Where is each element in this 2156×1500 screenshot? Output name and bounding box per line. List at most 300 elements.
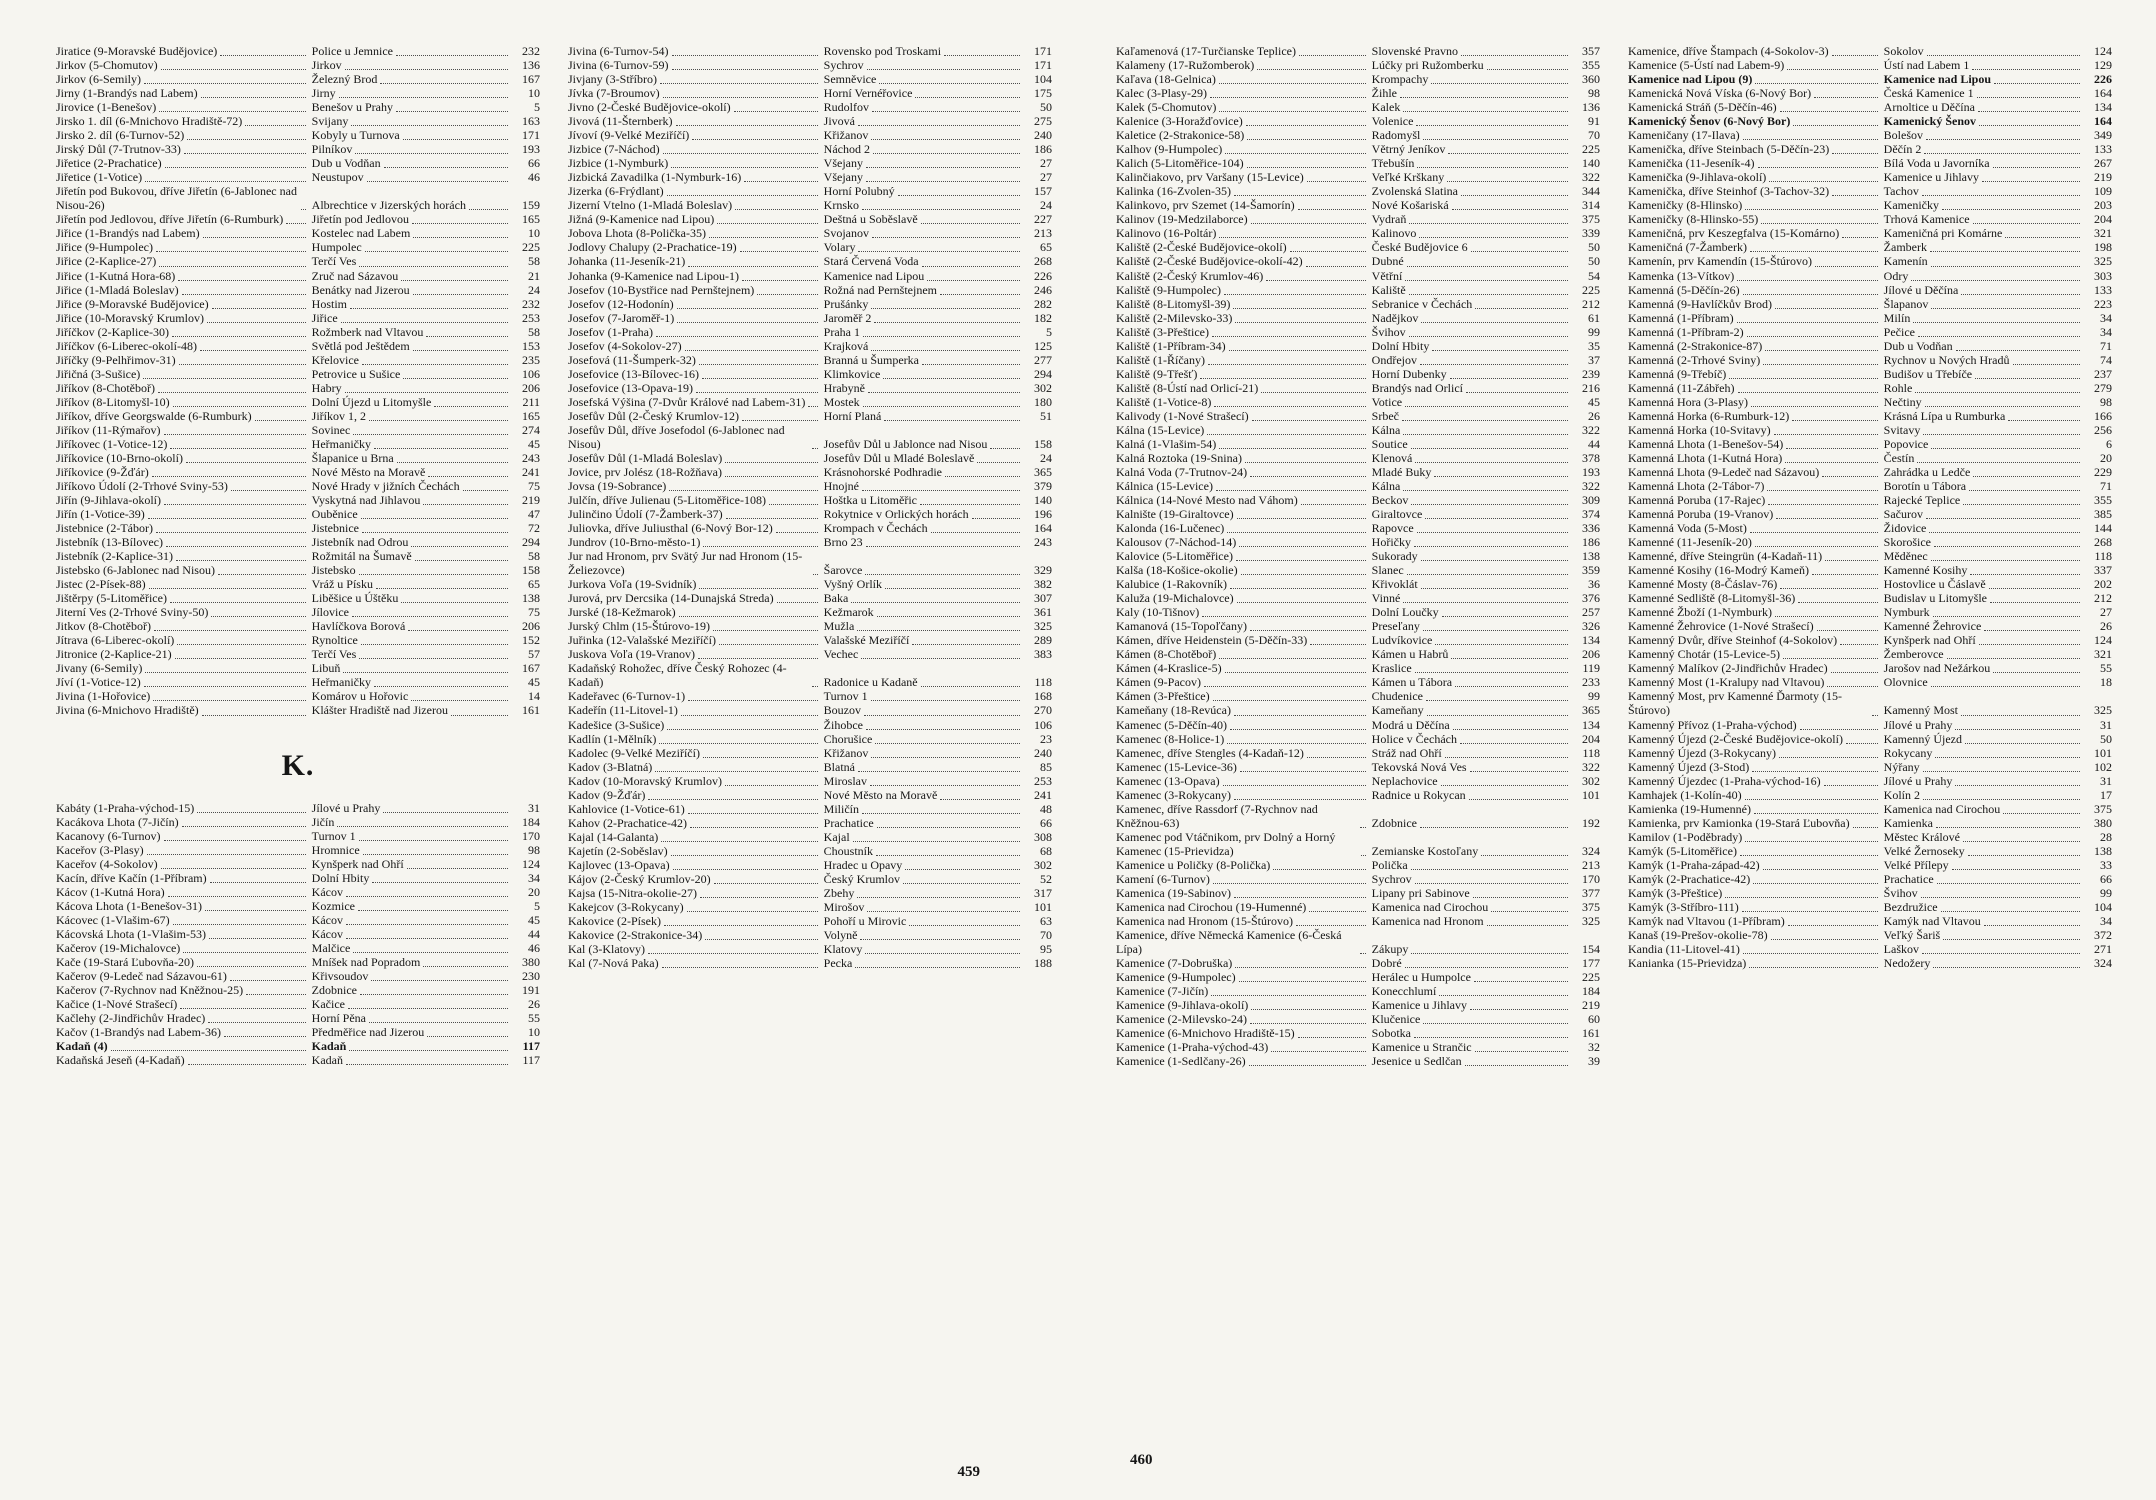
entry-page: 138 [522,591,540,606]
index-row [1116,142,1600,156]
entry-page: 324 [2094,956,2112,971]
entry-name: Jizbická Zavadilka (1-Nymburk-16) [568,170,742,185]
entry-name-cell [1116,353,1368,367]
entry-name-cell [1628,718,1880,732]
dot-leader [1469,799,1568,800]
entry-name: Kamenná (5-Děčín-26) [1628,282,1740,297]
index-row [568,44,1052,58]
dot-leader [208,1022,305,1023]
entry-target: Kámen u Habrů [1371,647,1449,662]
entry-target: Rychnov u Nových Hradů [1883,352,2010,367]
index-row [56,156,540,170]
dot-leader [1737,322,1878,323]
entry-target-cell [820,184,1022,198]
entry-name-cell [56,927,308,941]
entry-target: Polička [1371,857,1408,872]
entry-name-cell [56,577,308,591]
entry-target: Dolní Hbity [1371,338,1430,353]
dot-leader [1461,55,1568,56]
dot-leader [1233,308,1365,309]
entry-page: 349 [2094,128,2112,143]
index-row [1116,297,1600,311]
dot-leader [371,980,508,981]
entry-page: 302 [1582,773,1600,788]
dot-leader [154,630,306,631]
dot-leader [1815,266,1878,267]
dot-leader [861,658,1020,659]
index-row [56,128,540,142]
entry-name: Jiříkovo Údolí (2-Trhové Sviny-53) [56,478,228,493]
dot-leader [1470,1009,1568,1010]
entry-page: 60 [1588,1012,1600,1027]
entry-target-cell [820,521,1022,535]
entry-target-cell [1368,549,1570,563]
entry-name: Kamenný Malíkov (2-Jindřichův Hradec) [1628,661,1828,676]
entry-target: Josefův Důl u Jablonce nad Nisou [823,436,988,451]
entry-name-cell [56,283,308,297]
dot-leader [1213,883,1366,884]
dot-leader [1763,364,1877,365]
index-row [568,746,1052,760]
entry-target-cell [1880,816,2082,830]
index-row [56,1011,540,1025]
entry-target-cell [1880,283,2082,297]
dot-leader [1923,434,2080,435]
dot-leader [1307,757,1366,758]
entry-target: Pohoří u Mirovic [823,913,907,928]
entry-name: Jizbice (1-Nymburk) [568,156,669,171]
entry-name-cell [56,675,308,689]
entry-target-cell [308,1011,510,1025]
dot-leader [1930,251,2080,252]
entry-page: 166 [2094,408,2112,423]
entry-name-cell [1628,675,1880,689]
dot-leader [415,560,508,561]
dot-leader [1481,855,1568,856]
dot-leader [862,209,1020,210]
dot-leader [1984,630,2080,631]
entry-page: 193 [522,142,540,157]
entry-name-cell [568,114,820,128]
entry-target: Horní Planá [823,408,882,423]
dot-leader [1200,378,1365,379]
entry-target-cell [308,142,510,156]
entry-target-cell [820,170,1022,184]
entry-name-cell [1628,311,1880,325]
entry-name: Jiřice (1-Kutná Hora-68) [56,268,176,283]
dot-leader [1745,209,1877,210]
index-row [1116,311,1600,325]
entry-target: Sokolov [1883,44,1924,58]
entry-target: Vechec [823,647,859,662]
entry-name: Kacín, dříve Kačín (1-Příbram) [56,870,207,885]
entry-name: Kamenec, dříve Rassdorf (7-Rychnov nad Kněžnou-63) [1116,801,1318,830]
entry-page: 303 [2094,268,2112,283]
entry-target: Kamenný Most [1883,703,1958,718]
dot-leader [1754,813,1878,814]
entry-name-cell [1116,465,1368,479]
entry-target-cell [1880,942,2082,956]
entry-name: Kamenná (9-Třebíč) [1628,366,1727,381]
entry-target: Kamenné Žehrovice [1883,619,1982,634]
dot-leader [1786,448,1877,449]
entry-page: 282 [1034,296,1052,311]
entry-name-cell [56,325,308,339]
entry-name-cell [1628,661,1880,675]
entry-target: Kačice [311,997,345,1012]
entry-name-cell [568,325,820,339]
entry-target: Sychrov [1371,871,1412,886]
entry-name: Kamenné, dříve Steingrün (4-Kadaň-11) [1628,549,1823,564]
entry-name-cell [568,423,820,451]
entry-target: Kamenín [1883,254,1928,269]
entry-target: Komárov u Hořovic [311,689,409,704]
entry-target: Mníšek nad Popradom [311,954,421,969]
entry-target: Brno 23 [823,535,863,550]
entry-name-cell [1116,802,1368,830]
entry-name: Jitronice (2-Kaplice-21) [56,647,172,662]
entry-name-cell [56,507,308,521]
entry-target-cell [1368,493,1570,507]
entry-target-cell [308,325,510,339]
entry-name-cell [1116,72,1368,86]
entry-name-cell [1116,661,1368,675]
dot-leader [183,952,305,953]
dot-leader [1745,841,1877,842]
entry-name: Kalinovo (16-Poltár) [1116,226,1217,241]
entry-page: 227 [1034,212,1052,227]
entry-target: Preseľany [1371,619,1420,634]
dot-leader [705,939,817,940]
entry-name: Kadov (9-Žďár) [568,787,646,802]
entry-name: Kačerov (19-Michalovce) [56,940,181,955]
entry-page: 133 [2094,282,2112,297]
entry-target-cell [1880,269,2082,283]
entry-target: Miličín [823,801,860,816]
entry-name-cell [1628,58,1880,72]
index-row [1116,1040,1600,1054]
dot-leader [867,911,1020,912]
entry-name-cell [568,311,820,325]
entry-name-cell [1628,591,1880,605]
entry-target: Kamenica nad Hronom [1371,913,1484,928]
entry-name: Kaliště (9-Třešť) [1116,366,1198,381]
entry-page: 71 [2100,338,2112,353]
dot-leader [874,322,1020,323]
entry-name: Kačice (1-Nové Strašecí) [56,997,178,1012]
entry-target: Měděnec [1883,549,1928,564]
entry-name-cell [1628,114,1880,128]
entry-name: Kamenný Dvůr, dříve Steinhof (4-Sokolov) [1628,633,1838,648]
entry-name: Kamenná Poruba (19-Vranov) [1628,507,1774,522]
entry-name-cell [56,423,308,437]
dot-leader [872,111,1020,112]
dot-leader [1237,602,1366,603]
entry-target-cell [1880,535,2082,549]
entry-page: 294 [522,535,540,550]
entry-target: Zemianske Kostoľany [1371,843,1479,858]
index-row [1628,830,2112,844]
entry-name: Jobova Lhota (8-Polička-35) [568,226,706,241]
entry-page: 95 [1040,942,1052,956]
entry-target: Hromnice [311,842,360,857]
entry-target-cell [1368,297,1570,311]
entry-name-cell [1628,479,1880,493]
entry-page: 10 [528,86,540,101]
entry-target-cell [308,353,510,367]
entry-page: 375 [1582,212,1600,227]
entry-name: Kakovice (2-Písek) [568,913,661,928]
entry-target: Rudolfov [823,100,870,115]
index-row [1116,409,1600,423]
entry-target-cell [1368,703,1570,717]
entry-page: 203 [2094,198,2112,213]
dot-leader [1935,757,2080,758]
entry-target: Blatná [823,759,855,774]
entry-name-cell [1116,395,1368,409]
index-row [1116,619,1600,633]
index-row [1116,563,1600,577]
index-row [56,423,540,437]
dot-leader [374,686,508,687]
dot-leader [1825,560,1878,561]
entry-name: Josefův Důl (2-Český Krumlov-12) [568,408,739,423]
entry-page: 184 [522,814,540,829]
entry-name-cell [56,240,308,254]
dot-leader [161,69,306,70]
entry-name: Kamenice (9-Jihlava-okolí) [1116,998,1249,1013]
dot-leader [871,700,1020,701]
entry-name: Kajal (14-Galanta) [568,829,659,844]
index-row [56,605,540,619]
entry-name-cell [56,969,308,983]
index-row [56,226,540,240]
entry-page: 61 [1588,310,1600,325]
index-row [1116,507,1600,521]
entry-name: Kalná Roztoka (19-Snina) [1116,450,1242,465]
entry-name-cell [56,941,308,955]
entry-name: Jodlovy Chalupy (2-Prachatice-19) [568,240,737,255]
entry-name-cell [1116,212,1368,226]
dot-leader [1926,518,2080,519]
dot-leader [205,910,306,911]
dot-leader [858,125,1020,126]
entry-name-cell [1116,114,1368,128]
entry-target-cell [820,254,1022,268]
entry-name: Kamenné (11-Jeseník-20) [1628,535,1752,550]
dot-leader [197,966,306,967]
entry-target-cell [1368,1054,1570,1068]
dot-leader [348,1008,508,1009]
dot-leader [685,350,818,351]
entry-target: Pečice [1883,324,1915,339]
dot-leader [1213,700,1366,701]
dot-leader [940,294,1020,295]
index-row [1628,142,2112,156]
dot-leader [863,336,1020,337]
entry-target: Lipany pri Sabinove [1371,885,1470,900]
dot-leader [742,280,818,281]
entry-target: Nové Město na Moravě [311,464,426,479]
entry-page: 213 [1034,226,1052,241]
entry-page: 27 [2100,605,2112,620]
entry-name-cell [568,760,820,774]
entry-page: 235 [522,352,540,367]
entry-target: Židovice [1883,521,1927,536]
index-row [1628,100,2112,114]
entry-name: Kaľava (18-Gelnica) [1116,72,1216,87]
index-row [568,226,1052,240]
entry-name: Kámen (8-Chotěboř) [1116,647,1217,662]
entry-name-cell [1116,269,1368,283]
dot-leader [1425,518,1568,519]
entry-page: 45 [528,675,540,690]
entry-target-cell [1880,619,2082,633]
entry-name: Kalinka (16-Zvolen-35) [1116,184,1231,199]
dot-leader [1929,532,2080,533]
dot-leader [873,153,1020,154]
entry-name: Jiřice (9-Moravské Budějovice) [56,296,209,311]
entry-name: Jizbice (7-Náchod) [568,142,660,157]
entry-target: Vyskytná nad Jihlavou [311,493,421,507]
entry-target-cell [308,619,510,633]
entry-target-cell [1368,746,1570,760]
entry-name: Kamenec pod Vtáčnikom, prv Dolný a Horný Kamenec (15-Prievidza) [1116,829,1336,858]
dot-leader [1751,406,1878,407]
entry-target: Třebušín [1371,156,1415,171]
entry-target: Brandýs nad Orlicí [1371,380,1463,395]
dot-leader [879,83,1020,84]
entry-page: 26 [528,997,540,1012]
dot-leader [990,448,1020,449]
dot-leader [1725,897,1877,898]
dot-leader [867,69,1020,70]
entry-name-cell [1628,535,1880,549]
dot-leader [1774,434,1878,435]
dot-leader [1451,658,1568,659]
index-row [1628,928,2112,942]
dot-leader [769,504,818,505]
entry-target-cell [1880,367,2082,381]
entry-name-cell [568,44,820,58]
dot-leader [159,111,305,112]
dot-leader [350,308,508,309]
entry-name: Juřinka (12-Valašské Meziříčí) [568,633,716,648]
entry-name-cell [1116,325,1368,339]
index-row [1628,689,2112,717]
dot-leader [1840,644,1878,645]
entry-target-cell [1880,381,2082,395]
entry-target: Šlapanice u Brna [311,450,394,465]
entry-name-cell [56,871,308,885]
entry-name-cell [568,269,820,283]
dot-leader [286,223,305,224]
index-row [1116,226,1600,240]
dot-leader [687,911,818,912]
entry-page: 182 [1034,310,1052,325]
index-row [1628,577,2112,591]
entry-page: 243 [522,450,540,465]
entry-name: Kaliště (9-Humpolec) [1116,282,1221,297]
entry-page: 134 [2094,100,2112,115]
entry-name: Kamenná Horka (6-Rumburk-12) [1628,408,1790,423]
dot-leader [380,83,508,84]
dot-leader [156,251,306,252]
entry-target-cell [1368,970,1570,984]
entry-target: Habry [311,380,342,395]
index-row [1116,956,1600,970]
entry-target: Veľké Krškany [1371,170,1445,185]
entry-name: Kadolec (9-Velké Meziříčí) [568,745,700,760]
entry-name: Jizerka (6-Frýdlant) [568,184,664,199]
entry-target-cell [1368,633,1570,647]
entry-page: 230 [522,968,540,983]
index-row [1628,128,2112,142]
entry-target: Branná u Šumperka [823,352,919,367]
entry-page: 63 [1040,913,1052,928]
index-row [1116,353,1600,367]
entry-name: Kamenička (11-Jeseník-4) [1628,156,1755,171]
entry-name: Jiříčkov (6-Liberec-okolí-48) [56,338,197,353]
entry-name-cell [1628,100,1880,114]
entry-target-cell [1880,858,2082,872]
entry-target-cell [820,128,1022,142]
dot-leader [1216,490,1366,491]
entry-name: Kamenná Lhota (2-Tábor-7) [1628,478,1765,493]
entry-target: Kameničná pri Komárne [1883,226,2003,241]
dot-leader [713,630,818,631]
entry-name: Kálna (15-Levice) [1116,422,1205,437]
index-row [56,269,540,283]
dot-leader [203,237,306,238]
dot-leader [862,490,1020,491]
dot-leader [1421,588,1568,589]
entry-name: Kácova Lhota (1-Benešov-31) [56,898,202,913]
entry-target-cell [1368,283,1570,297]
dot-leader [1415,462,1568,463]
dot-leader [1273,869,1365,870]
entry-name: Josefov (7-Jaroměř-1) [568,310,675,325]
dot-leader [1831,672,1878,673]
entry-name: Kacanovy (6-Turnov) [56,828,161,843]
entry-target: Velké Žernoseky [1883,843,1965,858]
entry-name: Kamenička, dříve Steinbach (5-Děčín-23) [1628,142,1830,157]
entry-target-cell [308,857,510,871]
entry-target-cell [1368,760,1570,774]
index-row [568,886,1052,900]
entry-target: Rohle [1883,380,1913,395]
dot-leader [358,910,508,911]
entry-name-cell [568,86,820,100]
entry-name: Jiříkov, dříve Georgswalde (6-Rumburk) [56,408,252,423]
entry-target-cell [1368,535,1570,549]
entry-page: 24 [1040,450,1052,465]
entry-target-cell [1880,605,2082,619]
entry-target-cell [1368,198,1570,212]
entry-page: 129 [2094,58,2112,73]
dot-leader [858,251,1020,252]
entry-target: Kálna [1371,422,1401,437]
dot-leader [1915,392,2080,393]
entry-page: 307 [1034,591,1052,606]
entry-target: Hoštka u Litoměřic [823,493,917,507]
entry-name-cell [1116,507,1368,521]
entry-target: Křižanov [823,745,869,760]
entry-target-cell [1368,269,1570,283]
entry-target: Jičín [311,814,335,829]
entry-page: 99 [1588,324,1600,339]
entry-name: Julinčino Údolí (7-Žamberk-37) [568,507,723,522]
